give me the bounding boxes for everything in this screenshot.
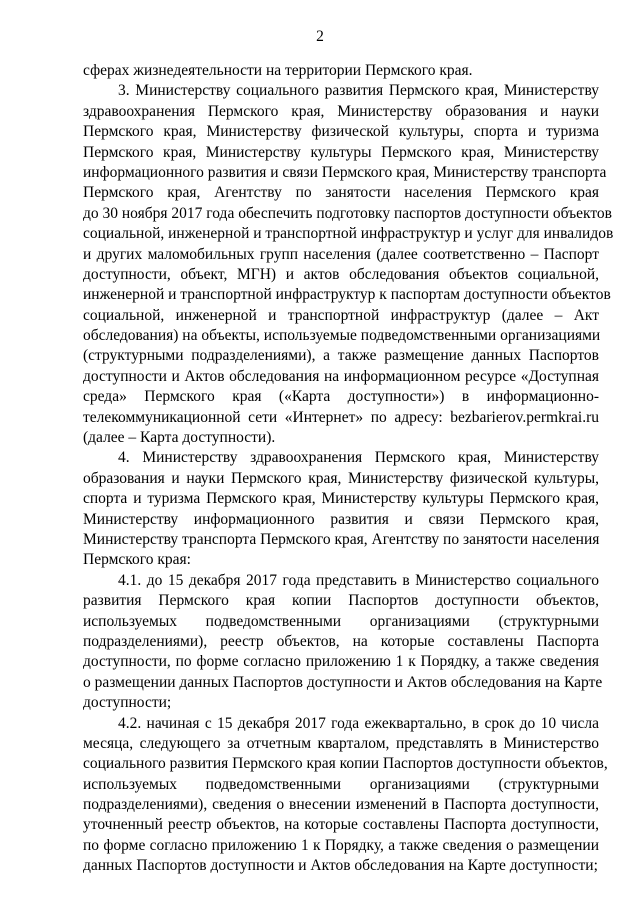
text-line: подразделениями), сведения о внесении изменений в Паспорта доступности, — [83, 796, 599, 814]
text-line: Министерству информационного развития и связи Пермского края, — [83, 510, 599, 528]
text-line: доступности, по форме согласно приложению 1 к Порядку, а также сведения — [83, 653, 599, 671]
text-line: Пермского края, Министерству физической культуры, спорта и туризма — [83, 123, 599, 141]
text-line: сферах жизнедеятельности на территории Пермского края. — [83, 62, 473, 79]
text-line: 4. Министерству здравоохранения Пермского края, Министерству — [118, 449, 599, 467]
text-line: (структурными подразделениями), а также размещение данных Паспортов — [83, 347, 599, 365]
text-line: по форме согласно приложению 1 к Порядку, а также сведения о размещении — [83, 836, 599, 854]
text-line: обследования) на объекты, используемые подведомственными организациями — [83, 327, 601, 345]
text-line: образования и науки Пермского края, Министерству физической культуры, — [83, 469, 599, 487]
text-line: данных Паспортов доступности и Актов обследования на Карте доступности; — [83, 857, 598, 875]
text-line: Пермского края: — [83, 551, 191, 569]
text-line: о размещении данных Паспортов доступности и Актов обследования на Карте — [83, 673, 603, 691]
text-line: Пермского края, Агентству по занятости населения Пермского края — [83, 184, 599, 202]
text-line: и других маломобильных групп населения (далее соответственно – Паспорт — [83, 245, 599, 263]
text-line: 4.1. до 15 декабря 2017 года представить в Министерство социального — [118, 571, 599, 589]
text-line: спорта и туризма Пермского края, Министерству культуры Пермского края, — [83, 490, 599, 508]
text-line: телекоммуникационной сети «Интернет» по адресу: bezbarierov.permkrai.ru — [83, 408, 599, 426]
text-line: Пермского края, Министерству культуры Пермского края, Министерству — [83, 143, 599, 161]
text-line: доступности; — [83, 694, 172, 712]
text-line: 4.2. начиная с 15 декабря 2017 года ежеквартально, в срок до 10 числа — [118, 714, 599, 732]
text-line: 3. Министерству социального развития Пермского края, Министерству — [118, 82, 599, 100]
page-number: 2 — [316, 28, 324, 45]
text-line: (далее – Карта доступности). — [83, 429, 276, 447]
text-line: Министерству транспорта Пермского края, Агентству по занятости населения — [83, 530, 600, 548]
text-line: среда» Пермского края («Карта доступности») в информационно- — [83, 388, 599, 406]
text-line: до 30 ноября 2017 года обеспечить подготовку паспортов доступности объектов — [83, 204, 612, 222]
text-line: инженерной и транспортной инфраструктур к паспортам доступности объектов — [83, 286, 611, 304]
text-line: социальной, инженерной и транспортной инфраструктур (далее – Акт — [83, 306, 599, 324]
text-line: социальной, инженерной и транспортной инфраструктур и услуг для инвалидов — [83, 225, 614, 243]
text-line: социального развития Пермского края копии Паспортов доступности объектов, — [83, 755, 608, 773]
text-line: развития Пермского края копии Паспортов доступности объектов, — [83, 592, 599, 610]
text-line: используемых подведомственными организациями (структурными — [83, 612, 599, 630]
text-line: подразделениями), реестр объектов, на которые составлены Паспорта — [83, 632, 599, 650]
text-line: информационного развития и связи Пермского края, Министерству транспорта — [83, 163, 607, 181]
text-line: доступности, объект, МГН) и актов обследования объектов социальной, — [83, 265, 599, 283]
text-line: доступности и Актов обследования на информационном ресурсе «Доступная — [83, 367, 599, 385]
text-line: месяца, следующего за отчетным кварталом, представлять в Министерство — [83, 734, 599, 752]
text-line: используемых подведомственными организациями (структурными — [83, 775, 599, 793]
text-line: уточненный реестр объектов, на которые составлены Паспорта доступности, — [83, 816, 599, 834]
document-body — [83, 61, 614, 877]
text-line: здравоохранения Пермского края, Министерству образования и науки — [83, 102, 599, 120]
